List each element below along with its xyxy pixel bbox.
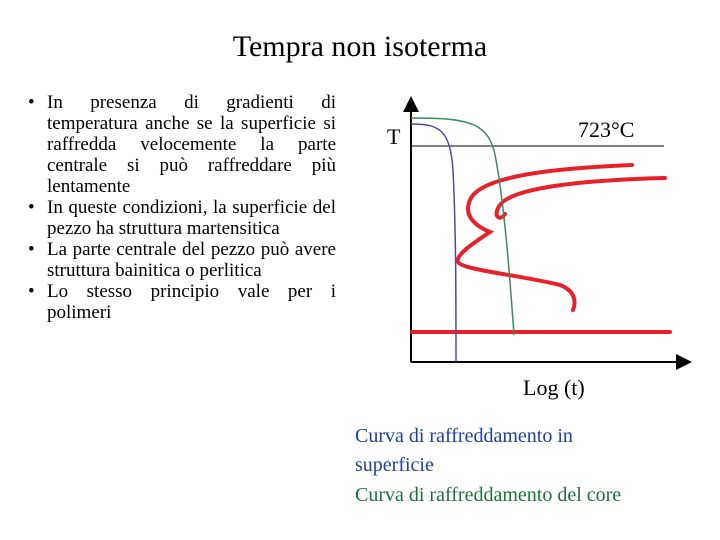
bullet-text: Lo stesso principio vale per i polimeri xyxy=(47,281,336,323)
bullet-dot: • xyxy=(28,239,35,260)
temperature-label: 723°C xyxy=(578,117,635,142)
surface-cooling-curve xyxy=(411,124,456,362)
legend-surface-line2: superficie xyxy=(355,454,434,476)
bullet-dot: • xyxy=(28,92,35,113)
bullet-dot: • xyxy=(28,197,35,218)
bullet-text: In queste condizioni, la superficie del pezzo ha struttura martensitica xyxy=(47,197,336,239)
bullet-text: La parte centrale del pezzo può avere struttura bainitica o perlitica xyxy=(47,239,336,281)
legend-core: Curva di raffreddamento del core xyxy=(355,484,622,506)
page-title: Tempra non isoterma xyxy=(232,30,488,63)
y-axis-label: T xyxy=(387,124,401,149)
core-cooling-curve xyxy=(411,118,514,335)
x-axis-label: Log (t) xyxy=(523,375,585,400)
ttt-transformation-curves xyxy=(412,165,670,332)
transformation-end-curve xyxy=(497,178,665,218)
bullet-dot: • xyxy=(28,281,35,302)
legend-surface-line1: Curva di raffreddamento in xyxy=(355,425,573,447)
bullet-text: In presenza di gradienti di temperatura anche se la superficie si raffredda velocemente la parte centrale si può raffreddare più lentamente xyxy=(47,92,336,197)
